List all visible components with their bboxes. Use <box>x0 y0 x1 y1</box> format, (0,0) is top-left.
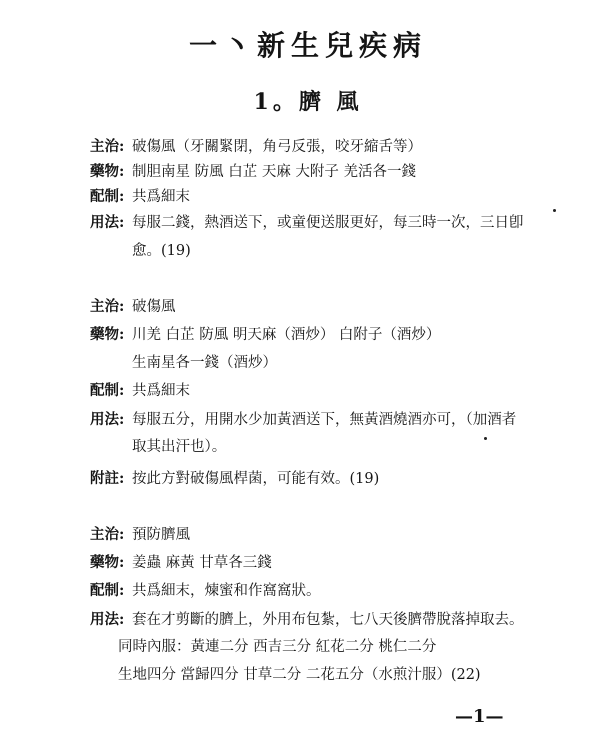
chapter-title: 一丶新生兒疾病 <box>188 29 427 62</box>
indication-label: 主治: <box>90 526 125 543</box>
preparation-label: 配制: <box>90 188 125 205</box>
usage-label: 用法: <box>90 611 125 628</box>
medicine-label: 藥物: <box>90 326 125 343</box>
entry2-preparation <box>90 380 190 402</box>
entry2-note <box>90 468 379 490</box>
entry1-indication-text: 破傷風（牙關緊閉，角弓反張，咬牙縮舌等） <box>132 139 422 155</box>
medicine-label: 藥物: <box>90 554 125 571</box>
note-label: 附註: <box>90 470 125 487</box>
medicine-label: 藥物: <box>90 163 125 180</box>
entry3-preparation <box>90 580 321 602</box>
indication-label: 主治: <box>90 138 125 155</box>
preparation-label: 配制: <box>90 582 125 599</box>
page-number: —1— <box>455 706 504 727</box>
section-title: 1。臍 風 <box>253 89 363 115</box>
entry3-usage-text-1: 套在才剪斷的臍上，外用布包紮，七八天後臍帶脫落掉取去。 <box>132 612 524 628</box>
entry1-usage <box>90 212 524 234</box>
indication-label: 主治: <box>90 298 125 315</box>
entry2-indication <box>90 296 176 318</box>
entry3-indication <box>90 524 190 546</box>
entry2-medicine-text-2: 生南星各一錢（酒炒） <box>132 355 277 371</box>
usage-label: 用法: <box>90 214 125 231</box>
entry3-preparation-text: 共爲細末，煉蜜和作窩窩狀。 <box>132 583 321 599</box>
entry3-medicine-text: 姜蟲 麻黃 甘草各三錢 <box>132 555 272 571</box>
entry2-note-text: 按此方對破傷風桿菌，可能有效。(19) <box>132 471 380 487</box>
scan-speck <box>484 437 487 440</box>
entry1-preparation <box>90 186 190 208</box>
entry3-medicine <box>90 552 272 574</box>
entry2-preparation-text: 共爲細末 <box>132 383 190 399</box>
entry1-usage-text-1: 每服二錢，熱酒送下，或童便送服更好，每三時一次，三日卽 <box>132 215 524 231</box>
entry1-usage-text-2: 愈。(19) <box>132 243 191 259</box>
entry2-usage-text-1: 每服五分，用開水少加黃酒送下，無黃酒燒酒亦可，（加酒者 <box>132 412 517 428</box>
entry1-indication <box>90 136 422 158</box>
scan-speck <box>553 209 556 212</box>
entry3-usage-text-2: 同時內服：黃連二分 西吉三分 紅花二分 桃仁二分 <box>118 639 437 655</box>
entry1-preparation-text: 共爲細末 <box>132 189 190 205</box>
preparation-label: 配制: <box>90 382 125 399</box>
entry3-usage-text-3: 生地四分 當歸四分 甘草二分 二花五分（水煎汁服）(22) <box>118 667 481 683</box>
entry3-usage <box>90 609 524 631</box>
usage-label: 用法: <box>90 411 125 428</box>
entry1-medicine <box>90 161 416 183</box>
entry1-medicine-text: 制胆南星 防風 白芷 天麻 大附子 羌活各一錢 <box>132 164 417 180</box>
entry2-usage <box>90 409 516 431</box>
entry2-indication-text: 破傷風 <box>132 299 176 315</box>
entry3-indication-text: 預防臍風 <box>132 527 190 543</box>
entry2-medicine-text-1: 川羌 白芷 防風 明天麻（酒炒） 白附子（酒炒） <box>132 327 441 343</box>
entry2-usage-text-2: 取其出汗也）。 <box>132 439 227 455</box>
entry2-medicine <box>90 324 440 346</box>
